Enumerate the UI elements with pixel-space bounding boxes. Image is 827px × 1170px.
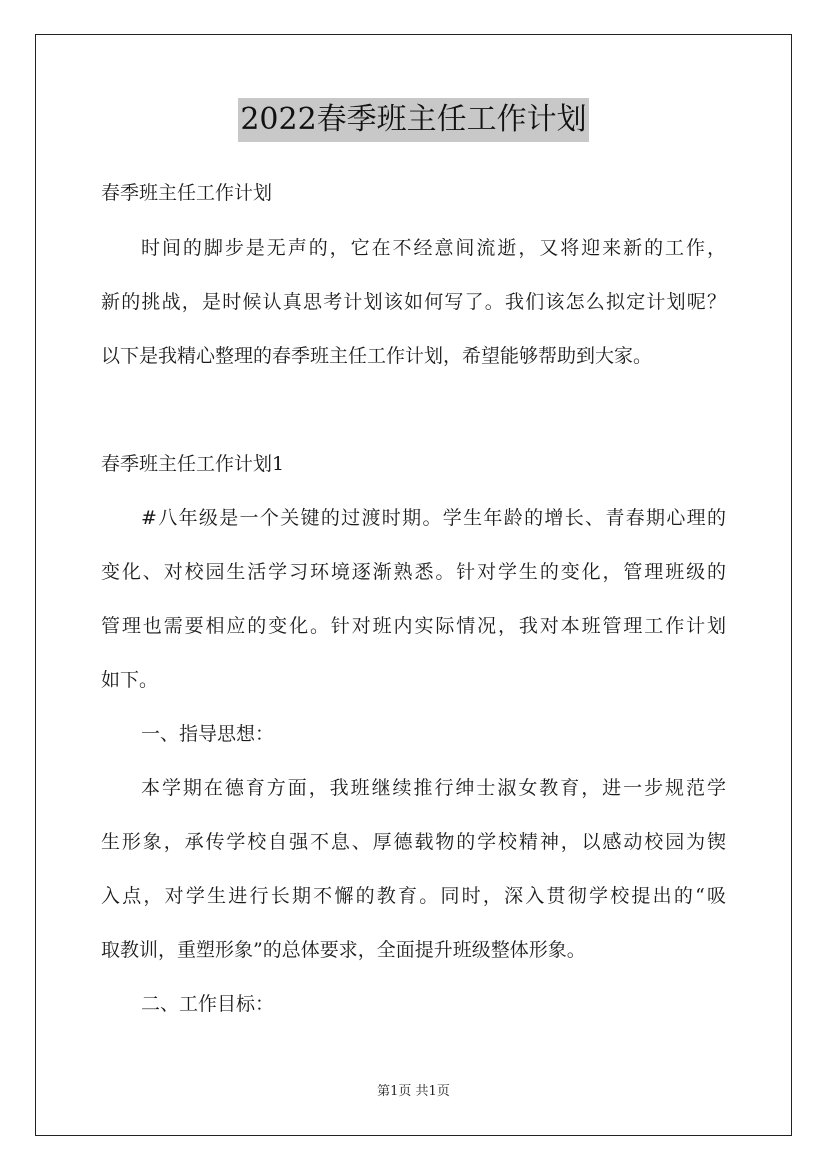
- page-number: 第1页 共1页: [377, 1084, 450, 1099]
- guiding-heading: 一、指导思想：: [141, 723, 275, 745]
- section1-line-2: 变化、对校园生活学习环境逐渐熟悉。针对学生的变化，管理班级的: [101, 561, 726, 583]
- guiding-line-2: 生形象，承传学校自强不息、厚德载物的学校精神，以感动校园为锲: [101, 831, 726, 853]
- intro-line-2: 新的挑战，是时候认真思考计划该如何写了。我们该怎么拟定计划呢？: [101, 291, 726, 313]
- intro-line-1: 时间的脚步是无声的，它在不经意间流逝，又将迎来新的工作，: [141, 237, 726, 259]
- section1-heading: 春季班主任工作计划1: [101, 453, 285, 475]
- section1-line-3: 管理也需要相应的变化。针对班内实际情况，我对本班管理工作计划: [101, 615, 726, 637]
- document-subtitle: 春季班主任工作计划: [101, 182, 273, 204]
- guiding-line-3: 入点，对学生进行长期不懈的教育。同时，深入贯彻学校提出的“吸: [101, 885, 726, 907]
- guiding-line-1: 本学期在德育方面，我班继续推行绅士淑女教育，进一步规范学: [141, 777, 726, 799]
- section1-line-4: 如下。: [101, 669, 159, 691]
- title-container: [0, 98, 827, 142]
- document-title: 2022春季班主任工作计划: [238, 98, 588, 142]
- intro-line-3: 以下是我精心整理的春季班主任工作计划，希望能够帮助到大家。: [101, 345, 653, 367]
- goals-heading: 二、工作目标：: [141, 993, 275, 1015]
- section1-line-1: #八年级是一个关键的过渡时期。学生年龄的增长、青春期心理的: [141, 507, 726, 529]
- guiding-line-4: 取教训，重塑形象”的总体要求，全面提升班级整体形象。: [101, 939, 586, 961]
